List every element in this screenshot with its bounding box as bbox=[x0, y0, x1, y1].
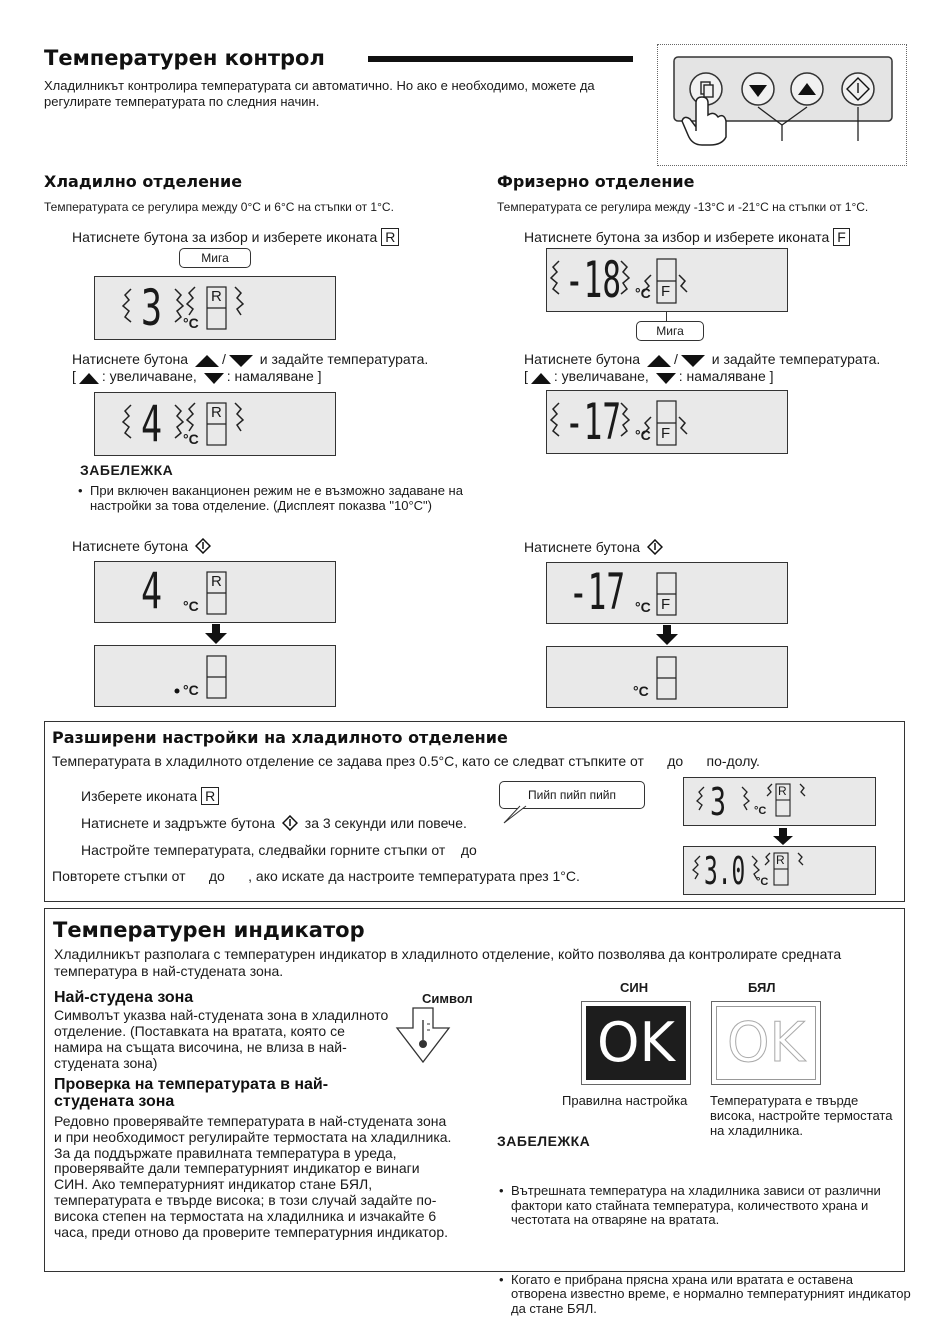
freezer-step3 bbox=[524, 539, 666, 556]
f-icon: F bbox=[833, 228, 850, 246]
ok-white-indicator bbox=[711, 1001, 821, 1085]
up-arrow-icon bbox=[79, 373, 99, 384]
celsius-unit: °C bbox=[183, 315, 199, 331]
fridge-step3-text: Натиснете бутона bbox=[72, 538, 189, 554]
increase-label: : увеличаване, bbox=[553, 368, 649, 384]
celsius-unit: °C bbox=[183, 431, 199, 447]
freezer-step2-legend: [ : увеличаване, : намаляване ] bbox=[524, 368, 774, 384]
fridge-display-2 bbox=[94, 392, 336, 456]
fridge-title: Хладилно отделение bbox=[44, 172, 243, 191]
freezer-display-1 bbox=[546, 248, 788, 312]
advanced-display-1-value: 3 bbox=[710, 780, 727, 824]
coldest-zone-title: Най-студена зона bbox=[54, 989, 194, 1006]
blue-label: СИН bbox=[620, 980, 649, 995]
fridge-display-4 bbox=[94, 645, 336, 707]
down-transition-arrow-icon bbox=[656, 625, 678, 645]
r-icon: R bbox=[381, 228, 399, 246]
advanced-display-2-value: 3.0 bbox=[704, 849, 746, 893]
title-rule bbox=[368, 56, 633, 62]
fridge-note-title: ЗАБЕЛЕЖКА bbox=[80, 462, 174, 478]
down-transition-arrow-icon bbox=[773, 828, 793, 845]
coldest-zone-text: Символът указва най-студената зона в хладилното отделение. (Поставката на вратата, която се намира на същата височина, не влиза в най-студената зона) bbox=[54, 1007, 389, 1071]
callout-tail bbox=[500, 805, 530, 825]
fridge-display-2-value: 4 bbox=[141, 395, 163, 453]
freezer-step2-text: Натиснете бутона bbox=[524, 351, 641, 367]
fridge-display-3-value: 4 bbox=[141, 562, 163, 620]
r-icon: R bbox=[211, 288, 222, 305]
indicator-note-2: • Когато е прибрана прясна храна или вратата е оставена отворена известно време, е нормално температурният индикатор да стане БЯЛ. bbox=[497, 1273, 911, 1317]
advanced-step1-text: Изберете иконата bbox=[81, 788, 198, 804]
fridge-step2-text-b: и задайте температурата. bbox=[259, 351, 429, 367]
advanced-intro: Температурата в хладилното отделение се задава през 0.5°C, като се следват стъпките от до по-долу. bbox=[52, 753, 760, 769]
freezer-display-2 bbox=[546, 390, 788, 454]
celsius-unit: °C bbox=[183, 682, 199, 698]
celsius-unit: °C bbox=[183, 598, 199, 614]
celsius-unit: °C bbox=[635, 427, 651, 443]
ok-blue-indicator bbox=[581, 1001, 691, 1085]
blink-callout: Мига bbox=[636, 321, 704, 341]
fridge-step2-legend: [ : увеличаване, : намаляване ] bbox=[72, 368, 322, 384]
decrease-label: : намаляване ] bbox=[678, 368, 774, 384]
freezer-step2: Натиснете бутона / и задайте температурата. bbox=[524, 351, 881, 367]
check-text: Редовно проверявайте температурата в най-студената зона и при необходимост регулирайте термостата на хладилника. За да поддържате правилната температура в уреда, проверявайте дали температурният индикатор е винаги СИН. Ако температурният индикатор стане БЯЛ, температурата е твърде висока; в този случай задайте по-висока степен на термостата на хладилника и изчакайте 6 часа, преди отново да проверите температурния индикатор. bbox=[54, 1113, 452, 1240]
up-arrow-icon bbox=[647, 355, 671, 367]
freezer-title: Фризерно отделение bbox=[497, 172, 695, 191]
callout-pointer bbox=[666, 312, 667, 321]
fridge-step2: Натиснете бутона / и задайте температурата. bbox=[72, 351, 429, 367]
indicator-note-1: • Вътрешната температура на хладилника зависи от различни фактори като стайната температура, количеството храна и честотата на отваряне на вратата. bbox=[497, 1184, 911, 1228]
diamond-button-icon bbox=[647, 539, 663, 555]
celsius-unit: °C bbox=[635, 599, 651, 615]
advanced-step3: Настройте температурата, следвайки горните стъпки от до bbox=[81, 842, 477, 858]
white-caption: Температурата е твърде висока, настройте термостата на хладилника. bbox=[710, 1093, 893, 1138]
fridge-step2-text: Натиснете бутона bbox=[72, 351, 189, 367]
down-arrow-icon bbox=[681, 355, 705, 367]
f-icon: F bbox=[661, 596, 671, 613]
freezer-display-4 bbox=[546, 646, 788, 708]
down-arrow-icon bbox=[204, 373, 224, 384]
freezer-display-3-value: -17 bbox=[569, 563, 625, 621]
advanced-step1 bbox=[81, 787, 219, 805]
advanced-step2-text: Натиснете и задръжте бутона bbox=[81, 815, 275, 831]
blue-caption: Правилна настройка bbox=[562, 1093, 688, 1108]
celsius-unit: °C bbox=[754, 805, 767, 817]
control-panel-illustration bbox=[657, 44, 907, 166]
indicator-intro: Хладилникът разполага с температурен индикатор в хладилното отделение, който позволява да контролирате средната температура в най-студената зона. bbox=[54, 946, 842, 979]
indicator-title: Температурен индикатор bbox=[53, 918, 365, 942]
advanced-display-1 bbox=[683, 777, 876, 826]
f-icon: F bbox=[661, 283, 671, 300]
freezer-display-2-value: -17 bbox=[565, 393, 621, 451]
advanced-step2 bbox=[81, 815, 467, 832]
fridge-display-1 bbox=[94, 276, 336, 340]
ok-white-text: OK bbox=[716, 1006, 816, 1080]
advanced-title: Разширени настройки на хладилното отделение bbox=[52, 728, 508, 747]
diamond-button-icon bbox=[195, 538, 211, 554]
f-icon: F bbox=[661, 425, 671, 442]
fridge-step1-text: Натиснете бутона за избор и изберете иконата bbox=[72, 229, 378, 245]
r-icon: R bbox=[778, 784, 787, 798]
ok-blue-text: OK bbox=[586, 1006, 686, 1080]
up-arrow-icon bbox=[195, 355, 219, 367]
celsius-unit: °C bbox=[635, 285, 651, 301]
freezer-step2-text-b: и задайте температурата. bbox=[711, 351, 881, 367]
indicator-note-title: ЗАБЕЛЕЖКА bbox=[497, 1133, 591, 1149]
fridge-step3 bbox=[72, 538, 214, 555]
up-arrow-icon bbox=[531, 373, 551, 384]
page-title: Температурен контрол bbox=[44, 46, 325, 70]
r-icon: R bbox=[211, 573, 222, 590]
fridge-step1 bbox=[72, 228, 399, 246]
white-label: БЯЛ bbox=[748, 980, 776, 995]
freezer-display-1-value: -18 bbox=[565, 251, 621, 309]
freezer-step1-text: Натиснете бутона за избор и изберете иконата bbox=[524, 229, 830, 245]
advanced-step2-text-b: за 3 секунди или повече. bbox=[304, 815, 467, 831]
r-icon: R bbox=[211, 404, 222, 421]
fridge-display-3 bbox=[94, 561, 336, 623]
freezer-step1 bbox=[524, 228, 850, 246]
r-icon: R bbox=[201, 787, 219, 805]
freezer-range: Температурата се регулира между -13°C и -21°C на стъпки от 1°C. bbox=[497, 200, 869, 214]
freezer-display-3 bbox=[546, 562, 788, 624]
advanced-display-2 bbox=[683, 846, 876, 895]
down-transition-arrow-icon bbox=[205, 624, 227, 644]
advanced-repeat: Повторете стъпки от до , ако искате да настроите температурата през 1°C. bbox=[52, 868, 580, 884]
freezer-step3-text: Натиснете бутона bbox=[524, 539, 641, 555]
down-arrow-icon bbox=[656, 373, 676, 384]
down-arrow-icon bbox=[229, 355, 253, 367]
symbol-label: Символ bbox=[422, 991, 473, 1006]
coldest-zone-symbol-icon bbox=[395, 1006, 451, 1066]
increase-label: : увеличаване, bbox=[101, 368, 197, 384]
fridge-note-text: • При включен ваканционен режим не е възможно задаване на настройки за това отделение. (Дисплеят показва "10°C") bbox=[76, 484, 470, 513]
check-title: Проверка на температурата в най-студената зона bbox=[54, 1076, 329, 1110]
decrease-label: : намаляване ] bbox=[226, 368, 322, 384]
blink-callout: Мига bbox=[179, 248, 251, 268]
beep-callout: Пийп пийп пийп bbox=[499, 781, 645, 809]
r-icon: R bbox=[776, 853, 785, 867]
fridge-range: Температурата се регулира между 0°C и 6°C на стъпки от 1°C. bbox=[44, 200, 394, 214]
diamond-button-icon bbox=[282, 815, 298, 831]
celsius-unit: °C bbox=[633, 683, 649, 699]
intro-text: Хладилникът контролира температурата си автоматично. Но ако е необходимо, можете да регулирате температурата по следния начин. bbox=[44, 78, 595, 109]
celsius-unit: °C bbox=[756, 876, 769, 888]
fridge-display-1-value: 3 bbox=[141, 279, 163, 337]
